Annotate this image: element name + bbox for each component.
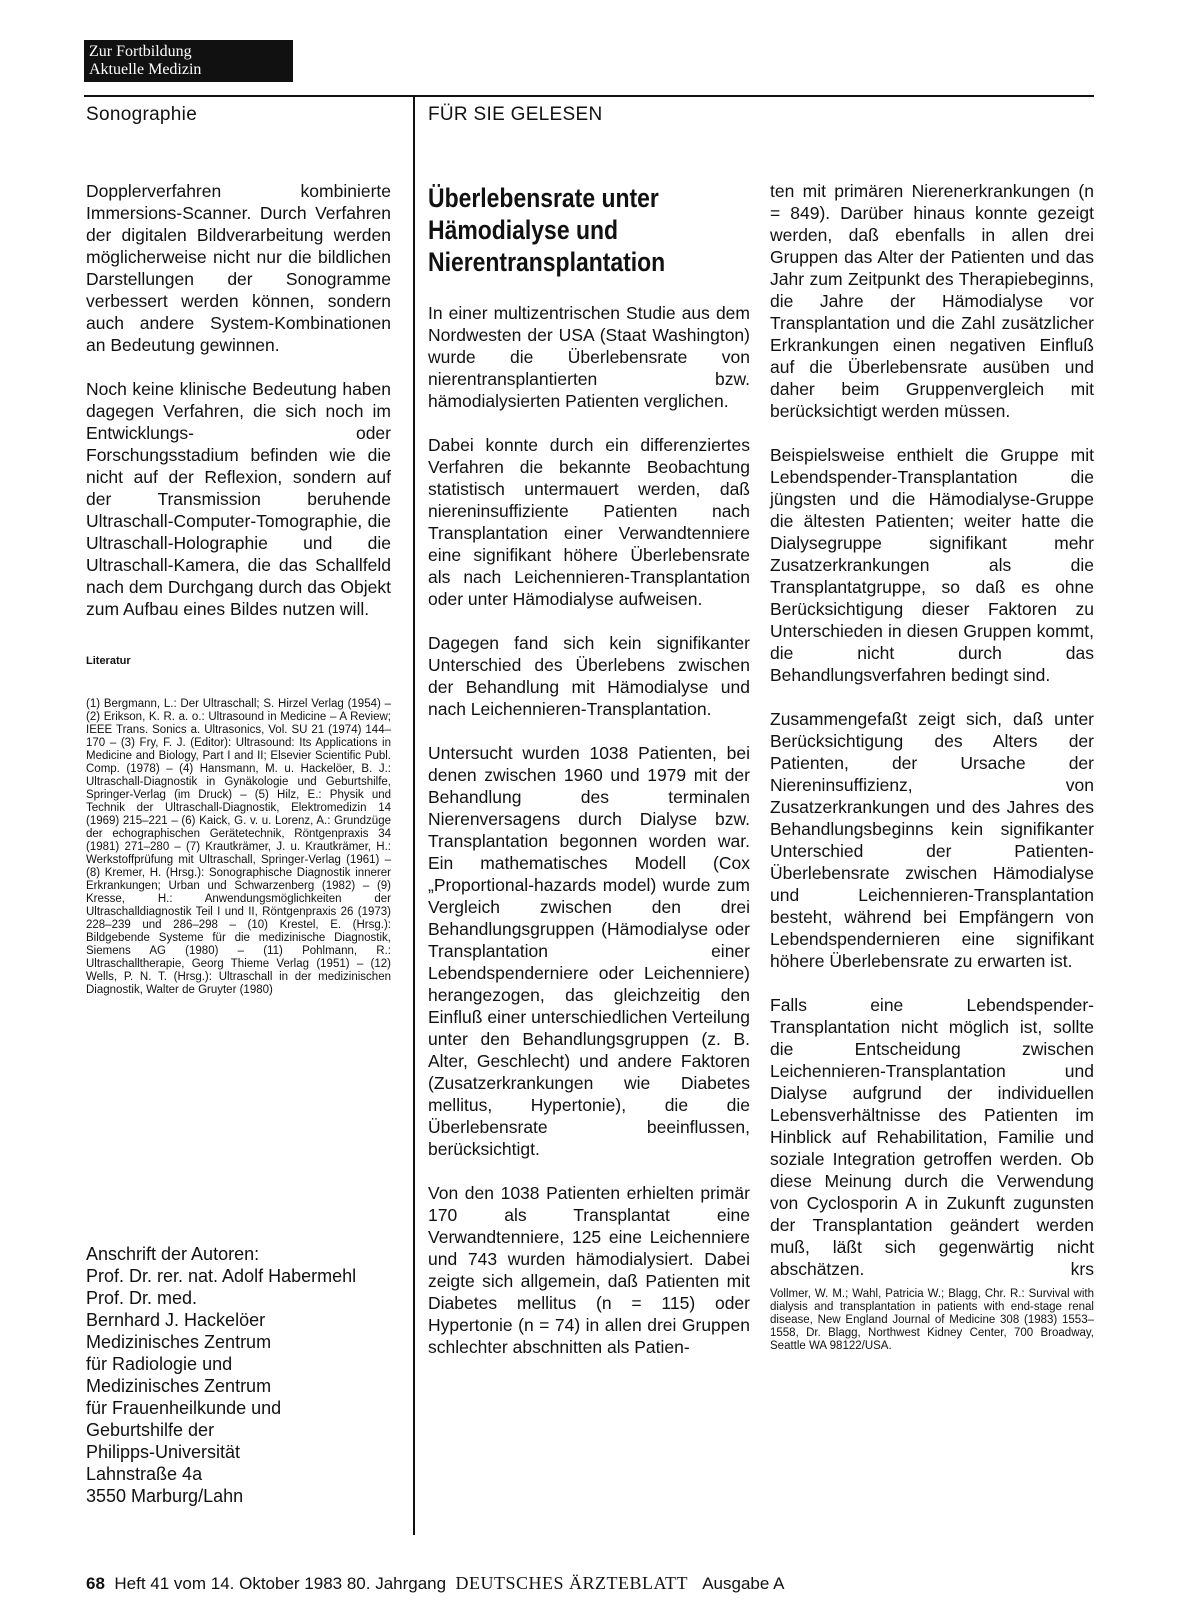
left-column xyxy=(86,180,391,1019)
article-paragraph xyxy=(770,994,1094,1280)
article-paragraph: ten mit primären Nierenerkrankungen (n = 849). Darüber hinaus konnte gezeigt werden, daß ebenfalls in allen drei Gruppen das Alter der Patienten und das Jahr zum Zeitpunkt des Therapiebeginns, die Jahre der Hämodialyse vor Transplantation und die Zahl zusätzlicher Erkrankungen einen negativen Einfluß auf die Überlebensrate ausüben und daher beim Gruppenvergleich mit berücksichtigt werden müssen. xyxy=(770,181,1094,421)
closing-paragraph: Falls eine Lebendspender-Transplantation nicht möglich ist, sollte die Entscheidung zwischen Leichennieren-Transplantation und Dialyse aufgrund der individuellen Lebensverhältnisse des Patienten im Hinblick auf Rehabilitation, Familie und soziale Integration getroffen werden. Ob diese Meinung durch die Verwendung von Cyclosporin A in Zukunft zugunsten der Transplantation geändert werden muß, läßt sich gegenwärtig nicht abschätzen. xyxy=(770,995,1094,1279)
article-title xyxy=(428,182,709,278)
column-divider xyxy=(413,95,415,1535)
address-line: für Frauenheilkunde und xyxy=(86,1398,282,1418)
article-reference: Vollmer, W. M.; Wahl, Patricia W.; Blagg, Chr. R.: Survival with dialysis and transplantation in patients with end-stage renal disease, New England Journal of Medicine 308 (1983) 1553–1558, Dr. Blagg, Northwest Kidney Center, 700 Broadway, Seattle WA 98122/USA. xyxy=(770,1288,1094,1352)
address-line: Geburtshilfe der xyxy=(86,1420,215,1440)
author-signature: krs xyxy=(1070,1259,1094,1279)
section-title-left: Sonographie xyxy=(86,104,198,125)
literature-list: (1) Bergmann, L.: Der Ultraschall; S. Hirzel Verlag (1954) – (2) Erikson, K. R. a. o.: Ultrasound in Medicine – A Review; IEEE Trans. Sonics a. Ultrasonics, Vol. SU 21 (1974) 144–170 – (3) Fry, F. J. (Editor): Ultrasound: Its Applications in Medicine and Biology, Part I and II; Elsevier Scientific Publ. Comp. (1978) – (4) Hansmann, M. u. Hackelöer, B. J.: Ultraschall-Diagnostik in Gynäkologie und Geburtshilfe, Springer-Verlag (im Druck) – (5) Hilz, E.: Physik und Technik der Ultraschall-Diagnostik, Elektromedizin 14 (1969) 215–221 – (6) Kaick, G. v. u. Lorenz, A.: Grundzüge der echographischen Gerätetechnik, Röntgenpraxis 34 (1981) 271–280 – (7) Krautkrämer, J. u. Krautkrämer, H.: Werkstoffprüfung mit Ultraschall, Springer-Verlag (1961) – (8) Kremer, H. (Hrsg.): Sonographische Diagnostik innerer Erkrankungen; Urban und Schwarzenberg (1982) – (9) Kresse, H.: Anwendungsmöglichkeiten der Ultraschalldiagnostik Teil I und II, Röntgenpraxis 26 (1973) 228–239 und 286–298 – (10) Krestel, E. (Hrsg.): Bildgebende Systeme für die medizinische Diagnostik, Siemens AG (1980) – (11) Pohlmann, R.: Ultraschalltherapie, Georg Thieme Verlag (1951) – (12) Wells, P. N. T. (Hrsg.): Ultraschall in der medizinischen Diagnostik, Walter de Gruyter (1980) xyxy=(86,698,391,996)
issue-info: Heft 41 vom 14. Oktober 1983 80. Jahrgang xyxy=(114,1574,447,1593)
address-line: Prof. Dr. med. xyxy=(86,1288,198,1308)
article-paragraph: In einer multizentrischen Studie aus dem Nordwesten der USA (Staat Washington) wurde die Überlebensrate von nierentransplantierten bzw. hämodialysierten Patienten verglichen. xyxy=(428,303,750,411)
page-footer xyxy=(86,1573,784,1594)
left-paragraph: Noch keine klinische Bedeutung haben dagegen Verfahren, die sich noch im Entwicklungs- oder Forschungsstadium befinden wie die nicht auf der Reflexion, sondern auf der Transmission beruhende Ultraschall-Computer-Tomographie, die Ultraschall-Holographie und die Ultraschall-Kamera, die das Schallfeld nach dem Durchgang durch das Objekt zum Aufbau eines Bildes nutzen will. xyxy=(86,379,391,619)
author-address xyxy=(86,1243,356,1507)
badge-line-2: Aktuelle Medizin xyxy=(89,61,202,78)
title-line: Überlebensrate unter xyxy=(428,183,659,213)
address-line: Medizinisches Zentrum xyxy=(86,1332,272,1352)
article-column-2 xyxy=(770,180,1094,1375)
address-line: Anschrift der Autoren: xyxy=(86,1244,260,1264)
section-badge xyxy=(84,40,293,82)
page-number: 68 xyxy=(86,1574,105,1593)
article-paragraph: Dabei konnte durch ein differenziertes Verfahren die bekannte Beobachtung statistisch untermauert werden, daß niereninsuffiziente Patienten nach Transplantation einer Verwandtenniere eine signifikant höhere Überlebensrate als nach Leichennieren-Transplantation oder unter Hämodialyse aufweisen. xyxy=(428,435,750,609)
article-paragraph: Untersucht wurden 1038 Patienten, bei denen zwischen 1960 und 1979 mit der Behandlung des terminalen Nierenversagens durch Dialyse bzw. Transplantation begonnen worden war. Ein mathematisches Modell (Cox „Proportional-hazards model) wurde zum Vergleich zwischen den drei Behandlungsgruppen (Hämodialyse oder Transplantation einer Lebendspenderniere oder Leichenniere) herangezogen, das gleichzeitig den Einfluß einer unterschiedlichen Verteilung unter den Behandlungsgruppen (z. B. Alter, Geschlecht) und andere Faktoren (Zusatzerkrankungen wie Diabetes mellitus, Hypertonie), die die Überlebensrate beeinflussen, berücksichtigt. xyxy=(428,743,750,1159)
address-line: Medizinisches Zentrum xyxy=(86,1376,272,1396)
article-paragraph: Beispielsweise enthielt die Gruppe mit Lebendspender-Transplantation die jüngsten und die Hämodialyse-Gruppe die ältesten Patienten; weiter hatte die Dialysegruppe signifikant mehr Zusatzerkrankungen als die Transplantatgruppe, so daß es ohne Berücksichtigung dieser Faktoren zu Unterschieden in diesen Gruppen kommt, die nicht durch das Behandlungsverfahren bedingt sind. xyxy=(770,445,1094,685)
title-line: Hämodialyse und xyxy=(428,215,619,245)
article-paragraph: Zusammengefaßt zeigt sich, daß unter Berücksichtigung des Alters der Patienten, der Ursache der Niereninsuffizienz, von Zusatzerkrankungen und des Jahres des Behandlungsbeginns kein signifikanter Unterschied der Patienten-Überlebensrate zwischen Hämodialyse und Leichennieren-Transplantation besteht, während bei Empfängern von Lebendspendernieren eine signifikant höhere Überlebensrate zu erwarten ist. xyxy=(770,709,1094,971)
article-paragraph: Von den 1038 Patienten erhielten primär 170 als Transplantat eine Verwandtenniere, 125 eine Leichenniere und 743 wurden hämodialysiert. Dabei zeigte sich allgemein, daß Patienten mit Diabetes mellitus (n = 115) oder Hypertonie (n = 74) in allen drei Gruppen schlechter abschnitten als Patien- xyxy=(428,1183,750,1357)
badge-line-1: Zur Fortbildung xyxy=(89,43,192,60)
literature-heading: Literatur xyxy=(86,655,131,667)
address-line: Lahnstraße 4a xyxy=(86,1464,203,1484)
left-paragraph: Dopplerverfahren kombinierte Immersions-Scanner. Durch Verfahren der digitalen Bildverarbeitung werden möglicherweise nicht nur die bildlichen Darstellungen der Sonogramme verbessert werden können, sondern auch andere System-Kombinationen an Bedeutung gewinnen. xyxy=(86,181,391,355)
address-line: 3550 Marburg/Lahn xyxy=(86,1486,244,1506)
address-line: Philipps-Universität xyxy=(86,1442,241,1462)
article-column-1 xyxy=(428,182,750,1380)
article-paragraph: Dagegen fand sich kein signifikanter Unterschied des Überlebens zwischen der Behandlung mit Hämodialyse und nach Leichennieren-Transplantation. xyxy=(428,633,750,719)
header-rule xyxy=(84,95,1094,97)
address-line: Prof. Dr. rer. nat. Adolf Habermehl xyxy=(86,1266,357,1286)
title-line: Nierentransplantation xyxy=(428,247,666,277)
address-line: für Radiologie und xyxy=(86,1354,233,1374)
section-title-right: FÜR SIE GELESEN xyxy=(428,104,603,125)
address-line: Bernhard J. Hackelöer xyxy=(86,1310,266,1330)
edition: Ausgabe A xyxy=(702,1574,785,1593)
journal-name: DEUTSCHES ÄRZTEBLATT xyxy=(455,1573,689,1593)
